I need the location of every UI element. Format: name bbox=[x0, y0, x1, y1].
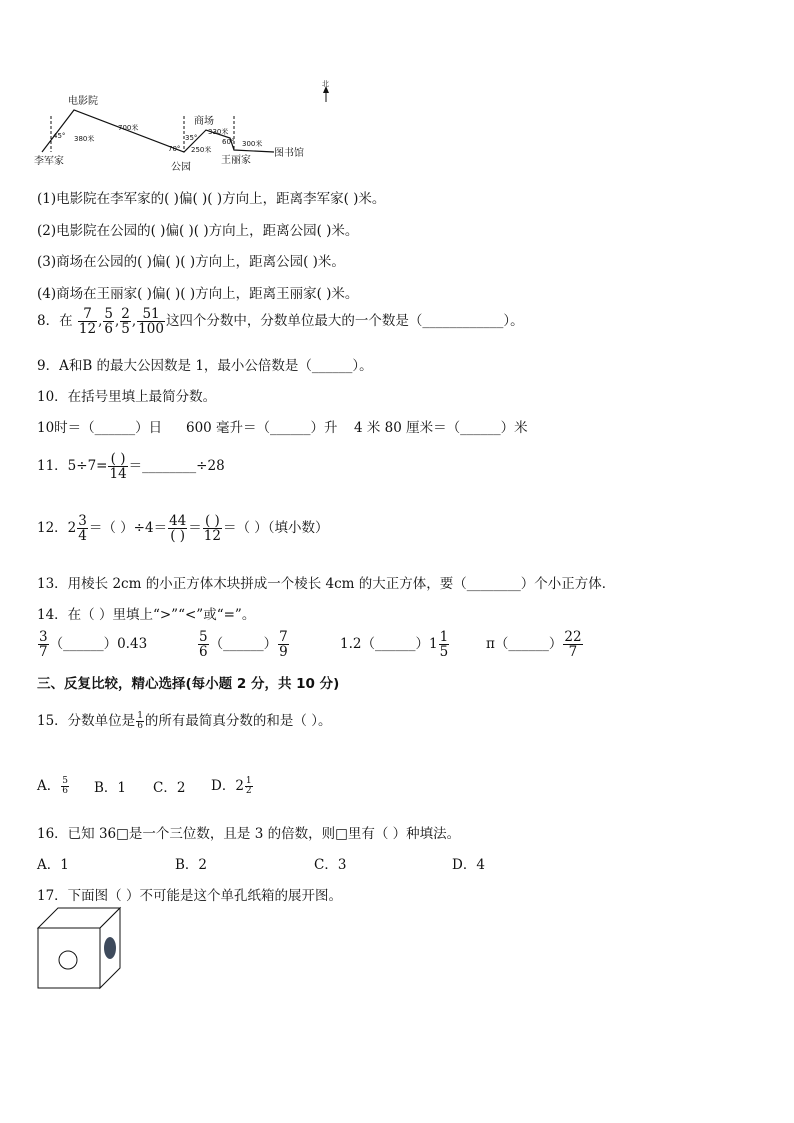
q12-mixed-frac: $\frac{3}{4}$ bbox=[78, 513, 87, 545]
dist-2: 700米 bbox=[118, 124, 139, 132]
angle-2: 70° bbox=[168, 145, 181, 153]
place-mall: 商场 bbox=[194, 116, 214, 127]
place-cinema: 电影院 bbox=[68, 96, 98, 107]
q12-frac-3: $\frac{( )}{12}$ bbox=[203, 513, 221, 545]
q15-unit-frac: $\frac{1}{6}$ bbox=[137, 710, 143, 731]
q16-option-d[interactable]: D．4 bbox=[452, 857, 485, 873]
question-16: 16．已知 36□是一个三位数，且是 3 的倍数，则□里有（ ）种填法。 bbox=[37, 826, 461, 842]
q10-c: 4 米 80 厘米＝（______）米 bbox=[354, 420, 528, 436]
q7-item-4: (4)商场在王丽家( )偏( )( )方向上，距离王丽家( )米。 bbox=[37, 286, 359, 302]
question-15: 15．分数单位是 $\frac{1}{6}$ 的所有最简真分数的和是（ ）。 bbox=[37, 710, 332, 731]
q10-b: 600 毫升＝（______）升 bbox=[186, 420, 338, 436]
q15-option-b[interactable]: B．1 bbox=[94, 780, 127, 796]
q8-frac-1: $\frac{7}{12}$ bbox=[78, 306, 97, 338]
q8-frac-4: $\frac{51}{100}$ bbox=[138, 306, 164, 338]
north-label: 北 bbox=[322, 80, 329, 88]
question-8: 8．在 $\frac{7}{12}$ , $\frac{5}{6}$ , $\frac{2}{5}$ , $\frac{51}{100}$ 这四个分数中，分数单位最大的一个数是（____________）。 bbox=[37, 306, 524, 338]
q8-suffix: 这四个分数中，分数单位最大的一个数是（____________）。 bbox=[165, 313, 524, 330]
question-9: 9．A和B 的最大公因数是 1，最小公倍数是（______）。 bbox=[37, 358, 373, 374]
place-li: 李军家 bbox=[34, 156, 64, 167]
q10-a: 10时＝（______）日 bbox=[37, 420, 163, 436]
angle-1: 45° bbox=[53, 132, 66, 140]
place-wang: 王丽家 bbox=[221, 155, 251, 166]
section-3-heading: 三、反复比较，精心选择(每小题 2 分，共 10 分) bbox=[37, 676, 340, 692]
q14-title: 14．在（ ）里填上“>”“<”或“=”。 bbox=[37, 607, 256, 623]
angle-3: 35° bbox=[185, 134, 198, 142]
q14-b: $\frac{5}{6}$ （______） $\frac{7}{9}$ bbox=[199, 629, 288, 661]
q7-item-3: (3)商场在公园的( )偏( )( )方向上，距离公园( )米。 bbox=[37, 254, 345, 270]
q7-item-1: (1)电影院在李军家的( )偏( )( )方向上，距离李军家( )米。 bbox=[37, 191, 386, 207]
angle-4: 60° bbox=[222, 138, 235, 146]
q14-d: π（______） $\frac{22}{7}$ bbox=[486, 629, 582, 661]
question-12 bbox=[37, 514, 329, 543]
q11-frac: $\frac{( )}{14}$ bbox=[109, 451, 127, 483]
q16-option-b[interactable]: B．2 bbox=[175, 857, 208, 873]
question-11 bbox=[37, 452, 225, 481]
q12-prefix: 12．2 bbox=[37, 520, 77, 537]
q16-option-c[interactable]: C．3 bbox=[314, 857, 347, 873]
q12-mid2: ＝ bbox=[188, 520, 202, 537]
side-hole-icon bbox=[104, 937, 116, 959]
question-13: 13．用棱长 2cm 的小正方体木块拼成一个棱长 4cm 的大正方体，要（________）个小正方体． bbox=[37, 576, 616, 592]
q16-option-a[interactable]: A．1 bbox=[37, 857, 69, 873]
q15-option-a[interactable]: A． $\frac{5}{6}$ bbox=[37, 775, 68, 796]
route-map bbox=[34, 80, 334, 180]
dist-1: 380米 bbox=[74, 135, 95, 143]
q11-prefix: 11．5÷7= bbox=[37, 458, 108, 475]
dist-3: 250米 bbox=[191, 146, 212, 154]
dist-5: 300米 bbox=[242, 140, 263, 148]
question-17: 17．下面图（ ）不可能是这个单孔纸箱的展开图。 bbox=[37, 888, 342, 904]
q12-mid1: ＝（ ）÷4＝ bbox=[88, 520, 168, 537]
place-park: 公园 bbox=[171, 162, 191, 173]
q10-title: 10．在括号里填上最简分数。 bbox=[37, 389, 217, 405]
q8-frac-3: $\frac{2}{5}$ bbox=[121, 306, 130, 338]
q14-c: 1.2（______）1 $\frac{1}{5}$ bbox=[340, 629, 449, 661]
q15-option-c[interactable]: C．2 bbox=[153, 780, 186, 796]
q15-option-d[interactable]: D．2 $\frac{1}{2}$ bbox=[211, 775, 252, 796]
q14-a: $\frac{3}{7}$ （______）0.43 bbox=[39, 629, 148, 661]
dist-4: 330米 bbox=[208, 128, 229, 136]
box-figure bbox=[36, 906, 122, 990]
q7-item-2: (2)电影院在公园的( )偏( )( )方向上，距离公园( )米。 bbox=[37, 223, 359, 239]
route-line bbox=[42, 110, 274, 152]
q12-frac-2: $\frac{44}{( )}$ bbox=[169, 513, 187, 545]
q11-suffix: ＝________÷28 bbox=[128, 458, 225, 475]
q8-prefix: 8．在 bbox=[37, 313, 73, 330]
q12-suffix: ＝（ ）（填小数） bbox=[222, 520, 329, 537]
front-hole-icon bbox=[59, 951, 77, 969]
place-library: 图书馆 bbox=[274, 148, 304, 159]
q8-frac-2: $\frac{5}{6}$ bbox=[104, 306, 113, 338]
